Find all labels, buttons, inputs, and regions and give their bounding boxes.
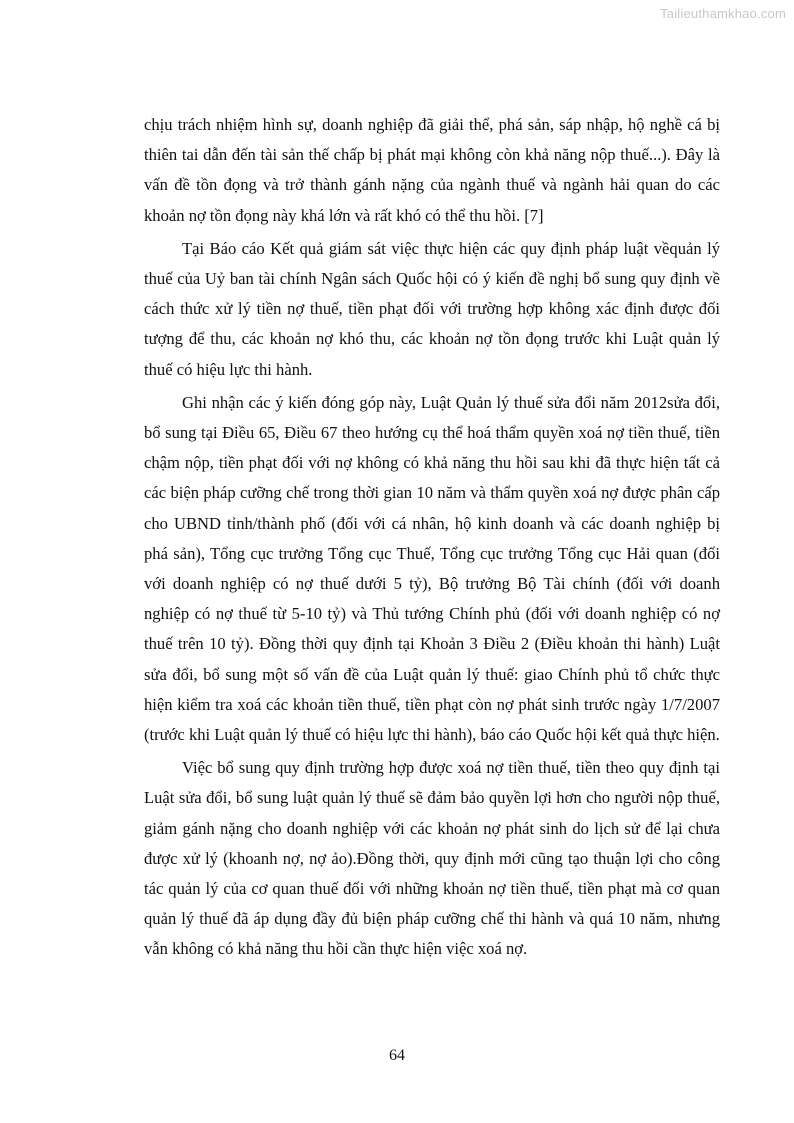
- page-number: 64: [389, 1047, 405, 1064]
- document-body: [144, 110, 720, 965]
- paragraph-continuation: chịu trách nhiệm hình sự, doanh nghiệp đã giải thể, phá sản, sáp nhập, hộ nghề cá bị thiên tai dẫn đến tài sản thế chấp bị phát mại không còn khả năng nộp thuế...). Đây là vấn đề tồn đọng và trở thành gánh nặng của ngành thuế và ngành hải quan do các khoản nợ tồn đọng này khá lớn và rất khó có thể thu hồi. [7]: [144, 115, 720, 225]
- paragraph-debt-write-off: Việc bổ sung quy định trường hợp được xoá nợ tiền thuế, tiền theo quy định tại Luật sửa đổi, bổ sung luật quản lý thuế sẽ đảm bảo quyền lợi hơn cho người nộp thuế, giảm gánh nặng cho doanh nghiệp với các khoản nợ phát sinh do lịch sử để lại chưa được xử lý (khoanh nợ, nợ ảo).Đồng thời, quy định mới cũng tạo thuận lợi cho công tác quản lý của cơ quan thuế đối với những khoản nợ tiền thuế, tiền phạt mà cơ quan quản lý thuế đã áp dụng đầy đủ biện pháp cưỡng chế thi hành và quá 10 năm, nhưng vẫn không có khả năng thu hồi cần thực hiện việc xoá nợ.: [144, 758, 720, 959]
- watermark: Tailieuthamkhao.com: [660, 6, 786, 21]
- paragraph-supervision-report: Tại Báo cáo Kết quả giám sát việc thực hiện các quy định pháp luật vềquản lý thuế của Uỷ ban tài chính Ngân sách Quốc hội có ý kiến đề nghị bổ sung quy định về cách thức xử lý tiền nợ thuế, tiền phạt đối với trường hợp không xác định được đối tượng để thu, các khoản nợ khó thu, các khoản nợ tồn đọng trước khi Luật quản lý thuế có hiệu lực thi hành.: [144, 238, 720, 379]
- paragraph-law-amendment: Ghi nhận các ý kiến đóng góp này, Luật Quản lý thuế sửa đổi năm 2012sửa đổi, bổ sung tại Điều 65, Điều 67 theo hướng cụ thể hoá thẩm quyền xoá nợ tiền thuế, tiền chậm nộp, tiền phạt đối với nợ không có khả năng thu hồi sau khi đã thực hiện tất cả các biện pháp cưỡng chế trong thời gian 10 năm và thẩm quyền xoá nợ được phân cấp cho UBND tỉnh/thành phố (đối với cá nhân, hộ kinh doanh và các doanh nghiệp bị phá sản), Tổng cục trưởng Tổng cục Thuế, Tổng cục trưởng Tổng cục Hải quan (đối với doanh nghiệp có nợ thuế dưới 5 tỷ), Bộ trưởng Bộ Tài chính (đối với doanh nghiệp có nợ thuế từ 5-10 tỷ) và Thủ tướng Chính phủ (đối với doanh nghiệp có nợ thuế trên 10 tỷ). Đồng thời quy định tại Khoản 3 Điều 2 (Điều khoản thi hành) Luật sửa đổi, bổ sung một số vấn đề của Luật quản lý thuế: giao Chính phủ tổ chức thực hiện kiểm tra xoá các khoản tiền thuế, tiền phạt còn nợ phát sinh trước ngày 1/7/2007 (trước khi Luật quản lý thuế có hiệu lực thi hành), báo cáo Quốc hội kết quả thực hiện.: [144, 392, 720, 745]
